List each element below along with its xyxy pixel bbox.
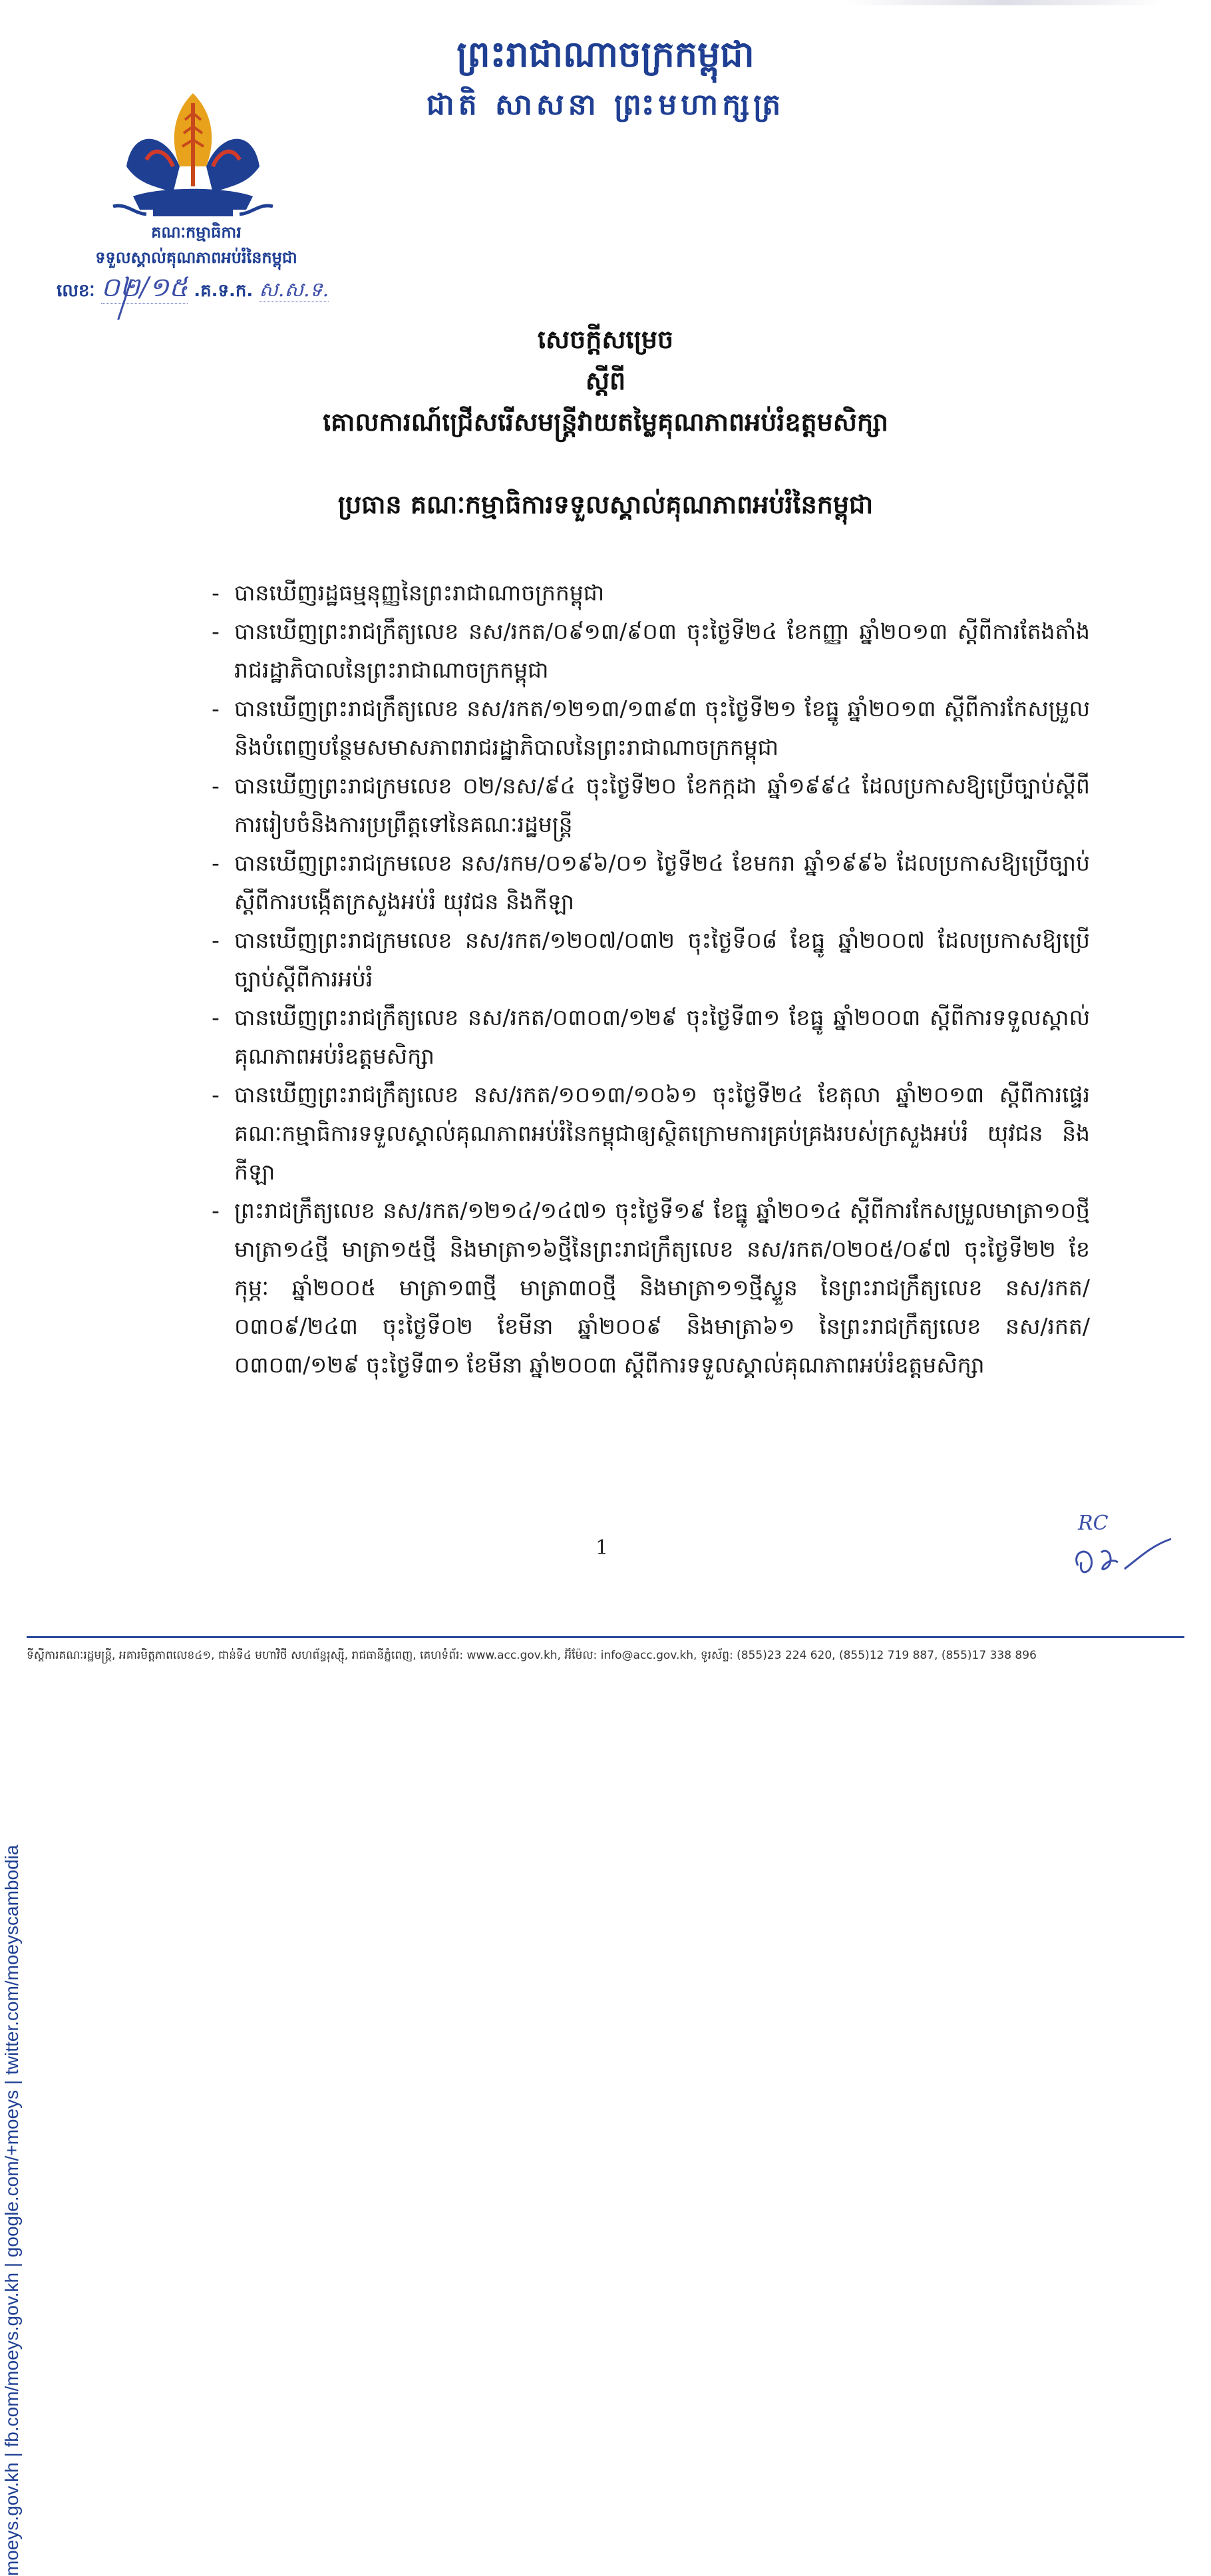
- reference-code: .គ.ទ.ក.: [194, 281, 254, 301]
- reference-handwritten-number: ០២/១៥: [100, 272, 188, 303]
- reference-handwritten-suffix: ស.ស.ទ.: [259, 278, 329, 302]
- consideration-item: - ព្រះរាជក្រឹត្យលេខ នស/រកត/១២១៤/១៤៧១ ចុះថ្ងៃទី១៩ ខែធ្នូ ឆ្នាំ២០១៤ ស្តីពីការកែសម្រួលមាត្រា១០ថ្មី មាត្រា១៤ថ្មី មាត្រា១៥ថ្មី និងមាត្រា១៦ថ្មីនៃព្រះរាជក្រឹត្យលេខ នស/រកត/០២០៥/០៩៧ ចុះថ្ងៃទី២២ ខែកុម្ភៈ ឆ្នាំ២០០៥ មាត្រា១៣ថ្មី មាត្រា៣០ថ្មី និងមាត្រា១១ថ្មីស្ទួន នៃព្រះរាជក្រឹត្យលេខ នស/រកត/០៣០៩/២៤៣ ចុះថ្ងៃទី០២ ខែមីនា ឆ្នាំ២០០៩ និងមាត្រា៦១ នៃព្រះរាជក្រឹត្យលេខ នស/រកត/០៣០៣/១២៩ ចុះថ្ងៃទី៣១ ខែមីនា ឆ្នាំ២០០៣ ស្តីពីការទទួលស្គាល់គុណភាពអប់រំឧត្តមសិក្សា: [212, 1191, 1090, 1385]
- consideration-item: - បានឃើញព្រះរាជក្រឹត្យលេខ នស/រកត/១០១៣/១០៦១ ចុះថ្ងៃទី២៤ ខែតុលា ឆ្នាំ២០១៣ ស្តីពីការផ្ទេរ គណៈកម្មាធិការទទួលស្គាល់គុណភាពអប់រំនៃកម្ពុជាឲ្យស្ថិតក្រោមការគ្រប់គ្រងរបស់ក្រសួងអប់រំ យុវជន និងកីឡា: [212, 1076, 1090, 1191]
- kingdom-heading: ព្រះរាជាណាចក្រកម្ពុជា: [456, 33, 755, 75]
- footer-rule: [27, 1636, 1184, 1638]
- document-subtitle-about: ស្តីពី: [585, 366, 626, 395]
- consideration-item: - បានឃើញព្រះរាជក្រមលេខ ០២/នស/៩៤ ចុះថ្ងៃទី២០ ខែកក្កដា ឆ្នាំ១៩៩៤ ដែលប្រកាសឱ្យប្រើច្បាប់ស្តីពីការរៀបចំនិងការប្រព្រឹត្តទៅនៃគណៈរដ្ឋមន្ត្រី: [212, 767, 1090, 844]
- consideration-item: - បានឃើញព្រះរាជក្រមលេខ នស/រកត/១២០៧/០៣២ ចុះថ្ងៃទី០៨ ខែធ្នូ ឆ្នាំ២០០៧ ដែលប្រកាសឱ្យប្រើច្បាប់ស្តីពីការអប់រំ: [212, 921, 1090, 998]
- consideration-item: - បានឃើញព្រះរាជក្រឹត្យលេខ នស/រកត/០៩១៣/៩០៣ ចុះថ្ងៃទី២៤ ខែកញ្ញា ឆ្នាំ២០១៣ ស្តីពីការតែងតាំងរាជរដ្ឋាភិបាលនៃព្រះរាជាណាចក្រកម្ពុជា: [212, 612, 1090, 690]
- consideration-item: - បានឃើញព្រះរាជក្រឹត្យលេខ នស/រកត/០៣០៣/១២៩ ចុះថ្ងៃទី៣១ ខែធ្នូ ឆ្នាំ២០០៣ ស្តីពីការទទួលស្គាល់គុណភាពអប់រំឧត្តមសិក្សា: [212, 998, 1090, 1076]
- page-number: 1: [596, 1536, 609, 1560]
- document-title: សេចក្តីសម្រេច: [537, 325, 674, 354]
- royal-emblem-icon: [106, 87, 279, 226]
- committee-name-line2: ទទួលស្គាល់គុណភាពអប់រំនៃកម្ពុជា: [95, 248, 297, 267]
- scan-smudge: [845, 0, 1164, 5]
- consideration-item: - បានឃើញព្រះរាជក្រឹត្យលេខ នស/រកត/១២១៣/១៣៩៣ ចុះថ្ងៃទី២១ ខែធ្នូ ឆ្នាំ២០១៣ ស្តីពីការកែសម្រួលនិងបំពេញបន្ថែមសមាសភាពរាជរដ្ឋាភិបាលនៃព្រះរាជាណាចក្រកម្ពុជា: [212, 690, 1090, 767]
- consideration-item: - បានឃើញរដ្ឋធម្មនុញ្ញនៃព្រះរាជាណាចក្រកម្ពុជា: [212, 574, 1090, 612]
- footer-contact: ទីស្តីការគណៈរដ្ឋមន្ត្រី, អគារមិត្តភាពលេខ៤១, ជាន់ទី៤ មហាវិថី សហព័ន្ធរុស្ស៊ី, រាជធានីភ្នំពេញ, គេហទំព័រ: www.acc.gov.kh, អ៊ីម៉ែល: info@acc.gov.kh, ទូរស័ព្ទ: (855)23 224 620, (855)12 719 887, (855)17 338 896: [27, 1649, 1037, 1662]
- consideration-item: - បានឃើញព្រះរាជក្រមលេខ នស/រកម/០១៩៦/០១ ថ្ងៃទី២៤ ខែមករា ឆ្នាំ១៩៩៦ ដែលប្រកាសឱ្យប្រើច្បាប់ស្តីពីការបង្កើតក្រសួងអប់រំ យុវជន និងកីឡា: [212, 844, 1090, 921]
- reference-number: [57, 270, 329, 310]
- reference-label: លេខៈ: [57, 281, 95, 301]
- issuing-authority: ប្រធាន គណៈកម្មាធិការទទួលស្គាល់គុណភាពអប់រំនៃកម្ពុជា: [337, 490, 874, 519]
- handwritten-initials-signature: [1065, 1506, 1184, 1586]
- side-web-links: moeys.gov.kh | fb.com/moeys.gov.kh | google.com/+moeys | twitter.com/moeyscambodia: [1, 1844, 22, 2576]
- initials-text: RC: [1078, 1512, 1109, 1535]
- national-motto: ជាតិ សាសនា ព្រះមហាក្សត្រ: [426, 88, 785, 122]
- document-subject: គោលការណ៍ជ្រើសរើសមន្ត្រីវាយតម្លៃគុណភាពអប់រំឧត្តមសិក្សា: [323, 407, 888, 437]
- committee-name-line1: គណៈកម្មាធិការ: [151, 223, 242, 242]
- considerations-list: [212, 574, 1090, 1385]
